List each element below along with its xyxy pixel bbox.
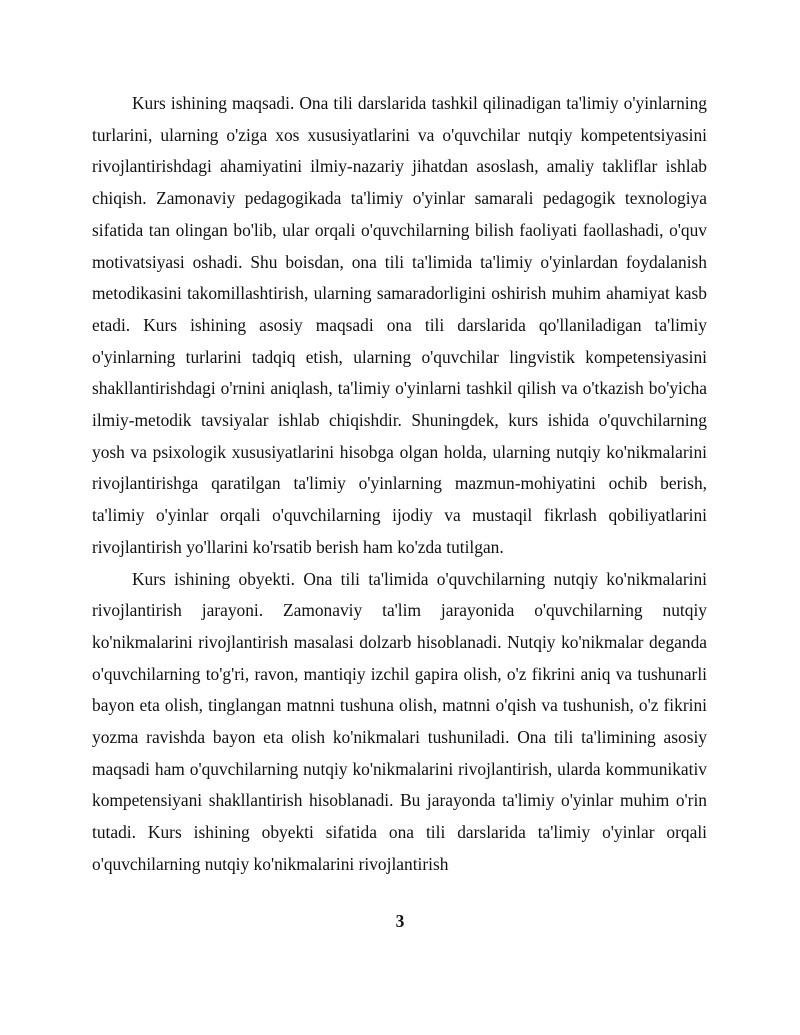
paragraph-maqsad: Kurs ishining maqsadi. Ona tili darslarida tashkil qilinadigan ta'limiy o'yinlarning turlarini, ularning o'ziga xos xususiyatlarini va o'quvchilar nutqiy kompetentsiyasini rivojlantirishdagi ahamiyatini ilmiy-nazariy jihatdan asoslash, amaliy takliflar ishlab chiqish. Zamonaviy pedagogikada ta'limiy o'yinlar samarali pedagogik texnologiya sifatida tan olingan bo'lib, ular orqali o'quvchilarning bilish faoliyati faollashadi, o'quv motivatsiyasi oshadi. Shu boisdan, ona tili ta'limida ta'limiy o'yinlardan foydalanish metodikasini takomillashtirish, ularning samaradorligini oshirish muhim ahamiyat kasb etadi. Kurs ishining asosiy maqsadi ona tili darslarida qo'llaniladigan ta'limiy o'yinlarning turlarini tadqiq etish, ularning o'quvchilar lingvistik kompetensiyasini shakllantirishdagi o'rnini aniqlash, ta'limiy o'yinlarni tashkil qilish va o'tkazish bo'yicha ilmiy-metodik tavsiyalar ishlab chiqishdir. Shuningdek, kurs ishida o'quvchilarning yosh va psixologik xususiyatlarini hisobga olgan holda, ularning nutqiy ko'nikmalarini rivojlantirishga qaratilgan ta'limiy o'yinlarning mazmun-mohiyatini ochib berish, ta'limiy o'yinlar orqali o'quvchilarning ijodiy va mustaqil fikrlash qobiliyatlarini rivojlantirish yo'llarini ko'rsatib berish ham ko'zda tutilgan. <box>92 93 707 557</box>
document-page <box>92 88 707 881</box>
paragraph-obyekt: Kurs ishining obyekti. Ona tili ta'limida o'quvchilarning nutqiy ko'nikmalarini rivojlantirish jarayoni. Zamonaviy ta'lim jarayonida o'quvchilarning nutqiy ko'nikmalarini rivojlantirish masalasi dolzarb hisoblanadi. Nutqiy ko'nikmalar deganda o'quvchilarning to'g'ri, ravon, mantiqiy izchil gapira olish, o'z fikrini aniq va tushunarli bayon eta olish, tinglangan matnni tushuna olish, matnni o'qish va tushunish, o'z fikrini yozma ravishda bayon eta olish ko'nikmalari tushuniladi. Ona tili ta'limining asosiy maqsadi ham o'quvchilarning nutqiy ko'nikmalarini rivojlantirish, ularda kommunikativ kompetensiyani shakllantirish hisoblanadi. Bu jarayonda ta'limiy o'yinlar muhim o'rin tutadi. Kurs ishining obyekti sifatida ona tili darslarida ta'limiy o'yinlar orqali o'quvchilarning nutqiy ko'nikmalarini rivojlantirish <box>92 568 707 874</box>
page-number: 3 <box>395 911 405 931</box>
